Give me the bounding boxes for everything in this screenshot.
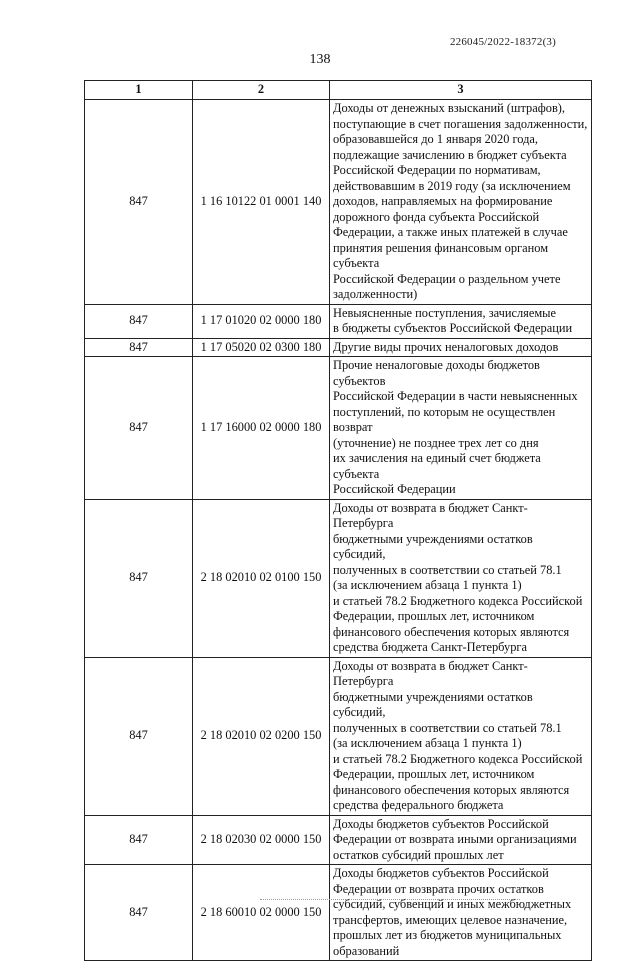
admin-code-cell: 847 [85, 815, 193, 865]
revenue-name-line: и статьей 78.2 Бюджетного кодекса Российской [333, 751, 583, 766]
revenue-name-line: Российской Федерации в части невыясненных [333, 389, 578, 403]
revenue-name-line: принятия решения финансовым органом субъекта [333, 240, 549, 270]
revenue-name-line: бюджетными учреждениями остатков субсидий, [333, 689, 533, 719]
revenue-name-line: остатков субсидий прошлых лет [333, 847, 504, 862]
revenue-name-line: задолженности) [333, 287, 418, 301]
revenue-name-line: Федерации от возврата иными организациями [333, 832, 577, 846]
admin-code-cell: 847 [85, 499, 193, 657]
revenue-name-cell [330, 865, 592, 961]
admin-code-cell: 847 [85, 357, 193, 500]
revenue-name-line: Федерации, прошлых лет, источником [333, 609, 535, 623]
revenue-name-line: финансового обеспечения которых являются [333, 624, 570, 639]
column-header-1: 1 [85, 81, 193, 100]
revenue-name-line: Доходы бюджетов субъектов Российской [333, 816, 549, 831]
budget-classification-code-cell: 1 17 05020 02 0300 180 [193, 338, 330, 357]
table-row [85, 357, 592, 500]
table-header-row [85, 81, 592, 100]
revenue-name-line: их зачисления на единый счет бюджета субъекта [333, 451, 541, 481]
revenue-name-cell [330, 338, 592, 357]
revenue-name-line: дорожного фонда субъекта Российской [333, 209, 540, 224]
revenue-name-line: полученных в соответствии со статьей 78.1 [333, 720, 562, 735]
budget-classification-code-cell: 1 17 01020 02 0000 180 [193, 304, 330, 338]
revenue-name-line: Другие виды прочих неналоговых доходов [333, 339, 559, 354]
budget-classification-code-cell: 1 17 16000 02 0000 180 [193, 357, 330, 500]
revenue-codes-table [84, 80, 592, 961]
admin-code-cell: 847 [85, 304, 193, 338]
column-header-3: 3 [330, 81, 592, 100]
page-number: 138 [309, 52, 331, 67]
revenue-name-cell [330, 100, 592, 305]
revenue-name-line: средства бюджета Санкт-Петербурга [333, 640, 527, 654]
revenue-name-line: субсидий, субвенций и иных межбюджетных [333, 897, 572, 911]
budget-classification-code-cell: 2 18 02010 02 0200 150 [193, 657, 330, 815]
table-row [85, 499, 592, 657]
revenue-name-cell [330, 499, 592, 657]
revenue-name-line: прошлых лет из бюджетов муниципальных [333, 928, 562, 942]
admin-code-cell: 847 [85, 657, 193, 815]
revenue-name-line: полученных в соответствии со статьей 78.1 [333, 562, 562, 577]
revenue-name-line: Доходы от возврата в бюджет Санкт-Петербурга [333, 500, 528, 530]
revenue-name-line: подлежащие зачислению в бюджет субъекта [333, 147, 567, 162]
revenue-name-line: Доходы от возврата в бюджет Санкт-Петербурга [333, 658, 528, 688]
revenue-name-line: (за исключением абзаца 1 пункта 1) [333, 578, 522, 592]
revenue-name-line: бюджетными учреждениями остатков субсидий, [333, 531, 533, 561]
revenue-name-line: Доходы бюджетов субъектов Российской [333, 866, 549, 880]
revenue-name-line: действовавшим в 2019 году (за исключением [333, 178, 571, 193]
revenue-name-line: доходов, направляемых на формирование [333, 194, 553, 208]
admin-code-cell: 847 [85, 865, 193, 961]
revenue-name-line: и статьей 78.2 Бюджетного кодекса Российской [333, 593, 583, 608]
revenue-name-line: в бюджеты субъектов Российской Федерации [333, 321, 573, 335]
revenue-name-cell [330, 657, 592, 815]
revenue-name-line: Федерации от возврата прочих остатков [333, 881, 544, 896]
revenue-name-line: (уточнение) не позднее трех лет со дня [333, 435, 539, 450]
revenue-name-line: Российской Федерации по нормативам, [333, 163, 541, 177]
column-header-2: 2 [193, 81, 330, 100]
table-row [85, 100, 592, 305]
revenue-name-line: Федерации, а также иных платежей в случае [333, 225, 568, 239]
revenue-name-line: Доходы от денежных взысканий (штрафов), [333, 101, 566, 115]
revenue-name-line: образований [333, 943, 400, 958]
scan-edge-mark [260, 899, 520, 903]
revenue-name-line: Прочие неналоговые доходы бюджетов субъектов [333, 358, 540, 388]
admin-code-cell: 847 [85, 100, 193, 305]
revenue-name-cell [330, 815, 592, 865]
table-row [85, 865, 592, 961]
revenue-name-line: поступлений, по которым не осуществлен возврат [333, 404, 556, 434]
revenue-name-cell [330, 357, 592, 500]
revenue-name-line: Федерации, прошлых лет, источником [333, 767, 535, 781]
budget-classification-code-cell: 2 18 02030 02 0000 150 [193, 815, 330, 865]
revenue-name-cell [330, 304, 592, 338]
budget-classification-code-cell: 2 18 60010 02 0000 150 [193, 865, 330, 961]
revenue-name-line: образовавшейся до 1 января 2020 года, [333, 132, 539, 146]
revenue-name-line: средства федерального бюджета [333, 798, 504, 812]
revenue-name-line: Российской Федерации о раздельном учете [333, 271, 561, 286]
revenue-name-line: трансфертов, имеющих целевое назначение, [333, 912, 568, 927]
document-registration-number: 226045/2022-18372(3) [449, 36, 556, 48]
table-row [85, 815, 592, 865]
revenue-name-line: финансового обеспечения которых являются [333, 782, 570, 797]
revenue-name-line: поступающие в счет погашения задолженности, [333, 116, 588, 131]
table-row [85, 657, 592, 815]
budget-classification-code-cell: 1 16 10122 01 0001 140 [193, 100, 330, 305]
revenue-name-line: Невыясненные поступления, зачисляемые [333, 305, 556, 320]
budget-classification-code-cell: 2 18 02010 02 0100 150 [193, 499, 330, 657]
revenue-name-line: Российской Федерации [333, 482, 456, 496]
table-row [85, 304, 592, 338]
admin-code-cell: 847 [85, 338, 193, 357]
revenue-name-line: (за исключением абзаца 1 пункта 1) [333, 736, 522, 750]
table-row [85, 338, 592, 357]
